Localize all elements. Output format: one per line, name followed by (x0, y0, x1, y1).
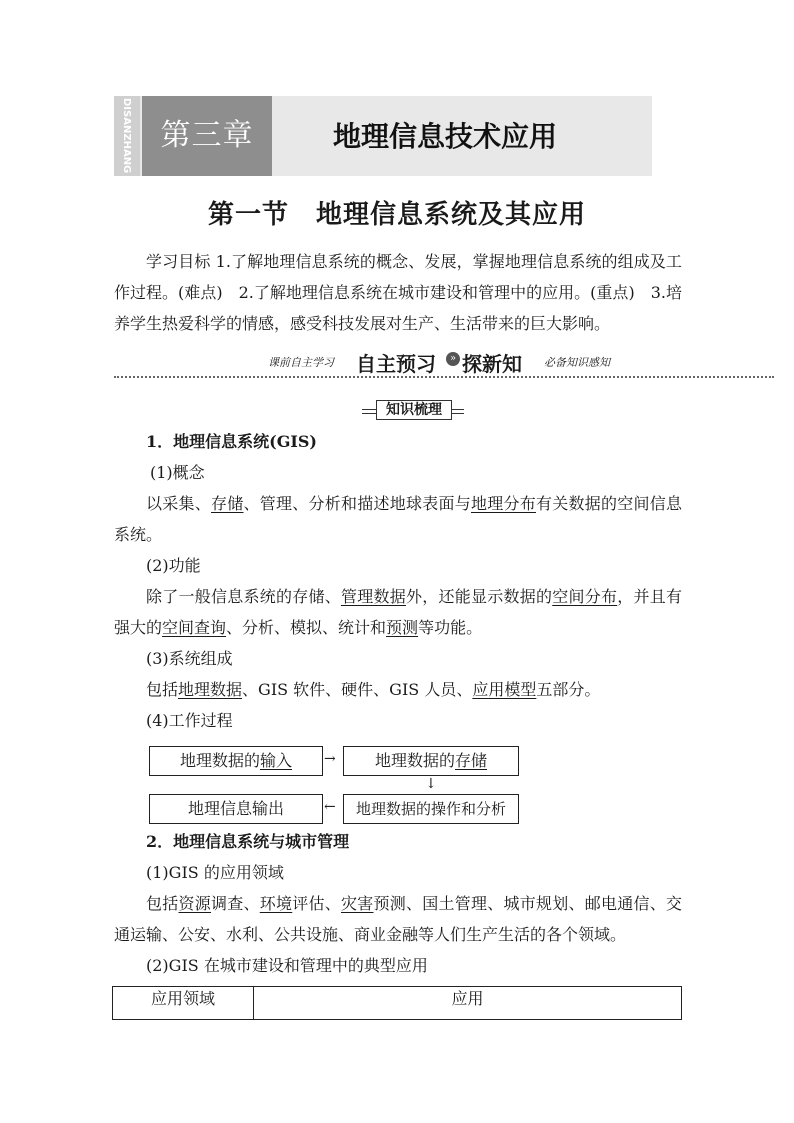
text-run: 、GIS 软件、硬件、GIS 人员、 (242, 680, 473, 699)
flow-box-input (149, 746, 323, 776)
text-run: 、管理、分析和描述地球表面与 (243, 494, 471, 513)
heading-gis: 1．地理信息系统(GIS) (146, 432, 317, 451)
chapter-number: 第三章 (142, 96, 272, 176)
underlined-term: 存储 (455, 751, 488, 770)
table-header-field: 应用领域 (113, 987, 254, 1019)
flow-box-storage (343, 746, 519, 776)
underlined-term: 存储 (211, 494, 244, 513)
underlined-term: 地理分布 (470, 494, 536, 513)
sub-typical-apps: (2)GIS 在城市建设和管理中的典型应用 (146, 956, 428, 975)
components-paragraph (146, 674, 600, 705)
heading-urban: 2．地理信息系统与城市管理 (146, 832, 350, 851)
text-run: 包括 (146, 680, 179, 699)
text-run: 评估、 (292, 894, 341, 913)
band-main-title: 自主预习 (356, 352, 436, 376)
fields-paragraph (114, 888, 682, 950)
text-run: 等功能。 (418, 618, 483, 637)
arrow-left-icon: ← (324, 799, 336, 815)
concept-paragraph (114, 488, 682, 550)
arrow-right-icon: → (324, 751, 336, 767)
underlined-term: 输入 (260, 751, 293, 770)
text-run: 有关数据的空间信息系统。 (114, 494, 682, 544)
underlined-term: 空间查询 (162, 618, 227, 637)
underlined-term: 空间分布 (552, 587, 618, 606)
underlined-term: 预测 (386, 618, 419, 637)
table-header-application: 应用 (451, 989, 484, 1008)
flow-box-output: 地理信息输出 (149, 794, 323, 824)
underlined-term: 管理数据 (340, 587, 406, 606)
text-run: 除了一般信息系统的存储、 (146, 587, 341, 606)
underlined-term: 应用模型 (472, 680, 537, 699)
text-run: 、分析、模拟、统计和 (226, 618, 387, 637)
band-right-text: 必备知识感知 (544, 356, 610, 369)
arrow-down-icon: ↓ (425, 776, 437, 792)
sub-fields: (1)GIS 的应用领域 (146, 863, 284, 882)
objectives-label: 学习目标 (146, 252, 211, 271)
text-run: ，并且有强大的 (114, 587, 682, 637)
text-run: 外，还能显示数据的 (405, 587, 553, 606)
function-paragraph (114, 581, 682, 643)
chapter-title: 地理信息技术应用 (332, 120, 557, 153)
sub-concept: (1)概念 (150, 463, 205, 482)
sub-workflow: (4)工作过程 (146, 711, 233, 730)
learning-objectives (114, 246, 682, 339)
application-table (112, 986, 682, 1020)
banner-side-strip (114, 96, 140, 176)
section-tag-label: 知识梳理 (376, 400, 452, 420)
band-divider (114, 376, 774, 378)
text-run: 五部分。 (536, 680, 601, 699)
objectives-text: 1.了解地理信息系统的概念、发展，掌握地理信息系统的组成及工作过程。(难点) 2.了解地理信息系统在城市建设和管理中的应用。(重点) 3.培养学生热爱科学的情感，感受科技发展对生产、生活带来的巨大影响。 (114, 252, 682, 333)
underlined-term: 地理数据 (178, 680, 243, 699)
band-left-text: 课前自主学习 (268, 356, 334, 369)
section-title: 第一节 地理信息系统及其应用 (207, 200, 586, 230)
underlined-term: 灾害 (341, 894, 374, 913)
sub-components: (3)系统组成 (146, 649, 233, 668)
text-run: 地理数据的 (179, 751, 260, 770)
band-main-title-2: 探新知 (462, 352, 522, 376)
band-arrow-icon: » (446, 352, 460, 366)
text-run: 包括 (146, 894, 179, 913)
underlined-term: 资源 (178, 894, 211, 913)
text-run: 预测、国土管理、城市规划、邮电通信、交通运输、公安、水利、公共设施、商业金融等人们生产生活的各个领域。 (114, 894, 682, 944)
sub-function: (2)功能 (146, 556, 201, 575)
underlined-term: 环境 (259, 894, 293, 913)
text-run: 调查、 (211, 894, 260, 913)
flow-box-analysis: 地理数据的操作和分析 (343, 794, 519, 824)
section-tag (362, 400, 464, 418)
text-run: 以采集、 (146, 494, 211, 513)
banner-side-text: DISANZHANG (121, 98, 132, 174)
text-run: 地理数据的 (374, 751, 455, 770)
